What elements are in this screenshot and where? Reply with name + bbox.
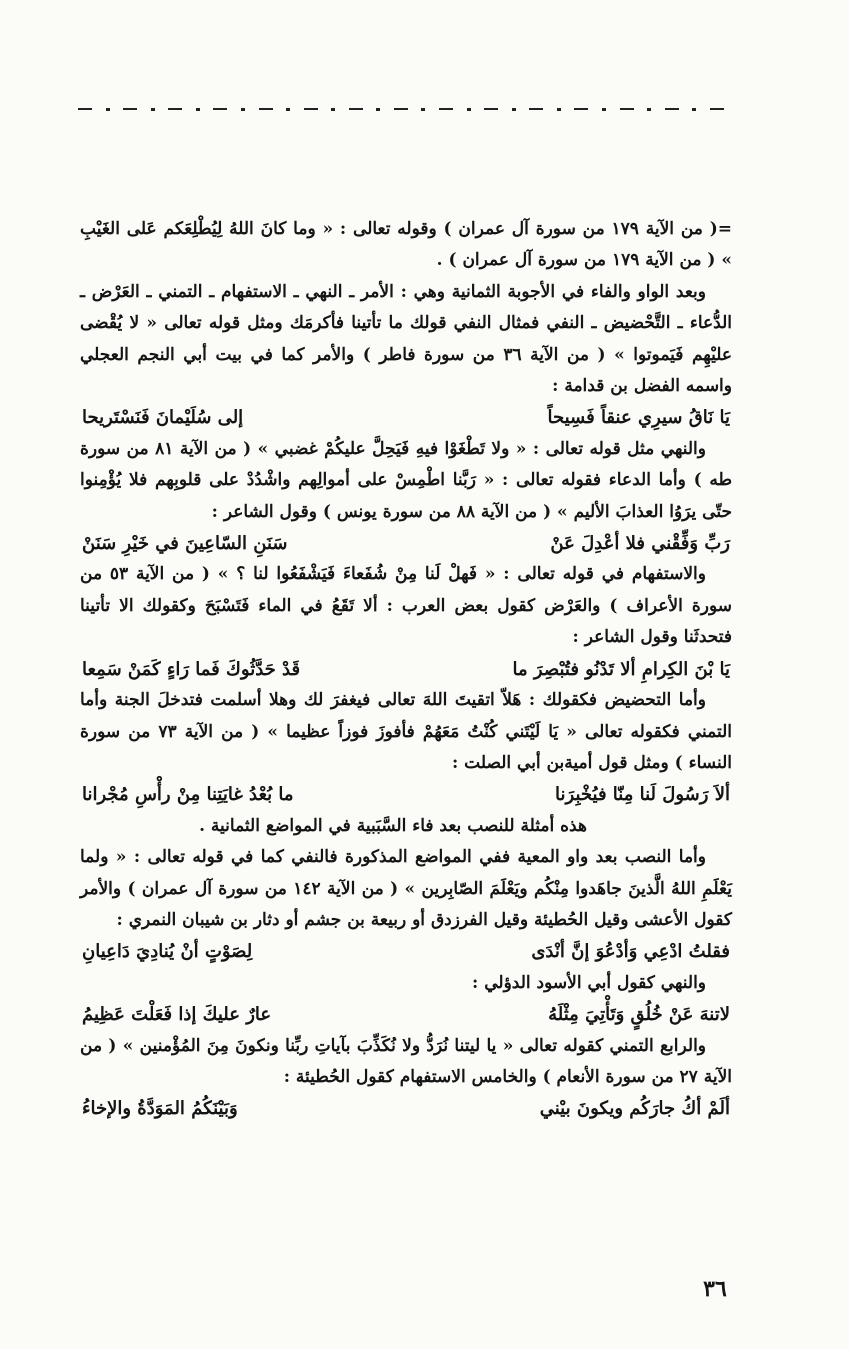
prose-paragraph: وبعد الواو والفاء في الأجوبة الثمانية وهي : الأمر ـ النهي ـ الاستفهام ـ التمني ـ العَرْض ـ الدُّعاء ـ التَّحْضيض ـ النفي فمثال النفي قولك ما تأتينا فأكرمَك ومثل قوله تعالى « لا يُقْضى عليْهِم فَيَموتوا » ( من الآية ٣٦ من سورة فاطر ) والأمر كما في بيت أبي النجم العجلي واسمه الفضل بن قدامة :: [80, 281, 732, 397]
prose-paragraph: وأما النصب بعد واو المعية ففي المواضع المذكورة فالنفي كما في قوله تعالى : « ولما يَعْلَمِ اللهُ الَّذينَ جاهَدوا مِنْكُم ويَعْلَمَ الصّابِرين » ( من الآية ١٤٢ من سورة آل عمران ) والأمر كقول الأعشى وقيل الحُطيئة وقيل الفرزدق أو ربيعة بن جشم أو دثار بن شيبان النمري :: [80, 847, 732, 930]
page-number: ٣٦: [703, 1276, 727, 1302]
verse-second-hemistich: قَدْ حَدَّثُوكَ فَما رَاءٍ كَمَنْ سَمِعا: [82, 658, 301, 680]
verse-second-hemistich: سَنَنِ السّاعِينَ في خَيْرِ سَنَنْ: [82, 533, 288, 555]
verse-line: [80, 654, 732, 685]
verse-second-hemistich: إلى سُلَيْمانَ فَنَسْتَريحا: [82, 407, 244, 429]
prose-paragraph: والرابع التمني كقوله تعالى « يا ليتنا نُرَدُّ ولا نُكَذِّبَ بآياتِ ربِّنا ونكونَ مِنَ المُؤْمنين » ( من الآية ٢٧ من سورة الأنعام ) والخامس الاستفهام كقول الحُطيئة :: [80, 1035, 732, 1087]
verse-line: [80, 1093, 732, 1124]
verse-second-hemistich: ما بُعْدُ غايَتِنا مِنْ رأْسِ مُجْرانا: [82, 784, 294, 806]
verse-first-hemistich: ألاَ رَسُولَ لَنا مِنّا فيُخْبِرَنا: [555, 784, 730, 806]
prose-paragraph: والاستفهام في قوله تعالى : « فَهلْ لَنا مِنْ شُفَعاءَ فَيَشْفَعُوا لنا ؟ » ( من الآية ٥٣ من سورة الأعراف ) والعَرْض كقول بعض العرب : ألا تَقَعُ في الماء فَتَسْبَحَ وكقولك الا تأتينا فتحدثَنا وقول الشاعر :: [80, 564, 732, 648]
verse-first-hemistich: فقلتُ ادْعِي وَأدْعُوَ إنَّ أنْدَى: [531, 941, 730, 963]
top-dashed-rule: [78, 104, 724, 114]
verse-second-hemistich: عارٌ عليكَ إذا فَعَلْتَ عَظِيمُ: [82, 1004, 272, 1026]
verse-first-hemistich: لاتنهَ عَنْ خُلُقٍ وَتَأْتِيَ مِثْلَهُ: [548, 1004, 730, 1026]
verse-line: [80, 528, 732, 559]
verse-first-hemistich: ألَمْ أكُ جارَكُم ويكونَ بيْني: [539, 1098, 730, 1120]
verse-line: [80, 779, 732, 810]
verse-line: [80, 999, 732, 1030]
summary-line: هذه أمثلة للنصب بعد فاء السَّبَبية في المواضع الثمانية .: [199, 815, 587, 836]
verse-line: [80, 936, 732, 967]
prose-paragraph: والنهي مثل قوله تعالى : « ولا تَطْغَوْا فيهِ فَيَحِلَّ عليكُمْ غضبي » ( من الآية ٨١ من سورة طه ) وأما الدعاء فقوله تعالى : « رَبَّنا اطْمِسْ على أموالِهم واشْدُدْ على قلوبِهم فلا يُؤْمِنوا حتّى يرَوُا العذابَ الأليم » ( من الآية ٨٨ من سورة يونس ) وقول الشاعر :: [80, 438, 732, 522]
page-body: [80, 214, 732, 1125]
verse-second-hemistich: لِصَوْتٍ أنْ يُنادِيَ دَاعِيانِ: [82, 941, 253, 963]
verse-line: [80, 402, 732, 433]
verse-first-hemistich: يَا بْنَ الكِرامِ ألا تَدْنُو فتُبْصِرَ ما: [512, 658, 730, 680]
verse-first-hemistich: يَا نَاقُ سيرِي عنقاً فَسِيحاً: [547, 407, 730, 429]
verse-first-hemistich: رَبِّ وَفِّقْني فلا أعْدِلَ عَنْ: [550, 533, 730, 555]
prose-paragraph: والنهي كقول أبي الأسود الدؤلي :: [472, 972, 706, 993]
prose-paragraph: =( من الآية ١٧٩ من سورة آل عمران ) وقوله تعالى : « وما كانَ اللهُ لِيُطْلِعَكم عَلى الغَيْبِ » ( من الآية ١٧٩ من سورة آل عمران ) .: [80, 219, 733, 271]
prose-paragraph: وأما التحضيض فكقولك : هَلاّ اتقيتَ اللهَ تعالى فيغفرَ لك وهلا أسلمت فتدخلَ الجنة وأما التمني فكقوله تعالى « يَا لَيْتَني كُنْتُ مَعَهُمْ فأفوزَ فوزاً عظيما » ( من الآية ٧٣ من سورة النساء ) ومثل قول أميةبن أبي الصلت :: [80, 690, 732, 773]
verse-second-hemistich: وَبَيْنَكُمُ المَوَدَّةُ والإخاءُ: [82, 1098, 238, 1120]
